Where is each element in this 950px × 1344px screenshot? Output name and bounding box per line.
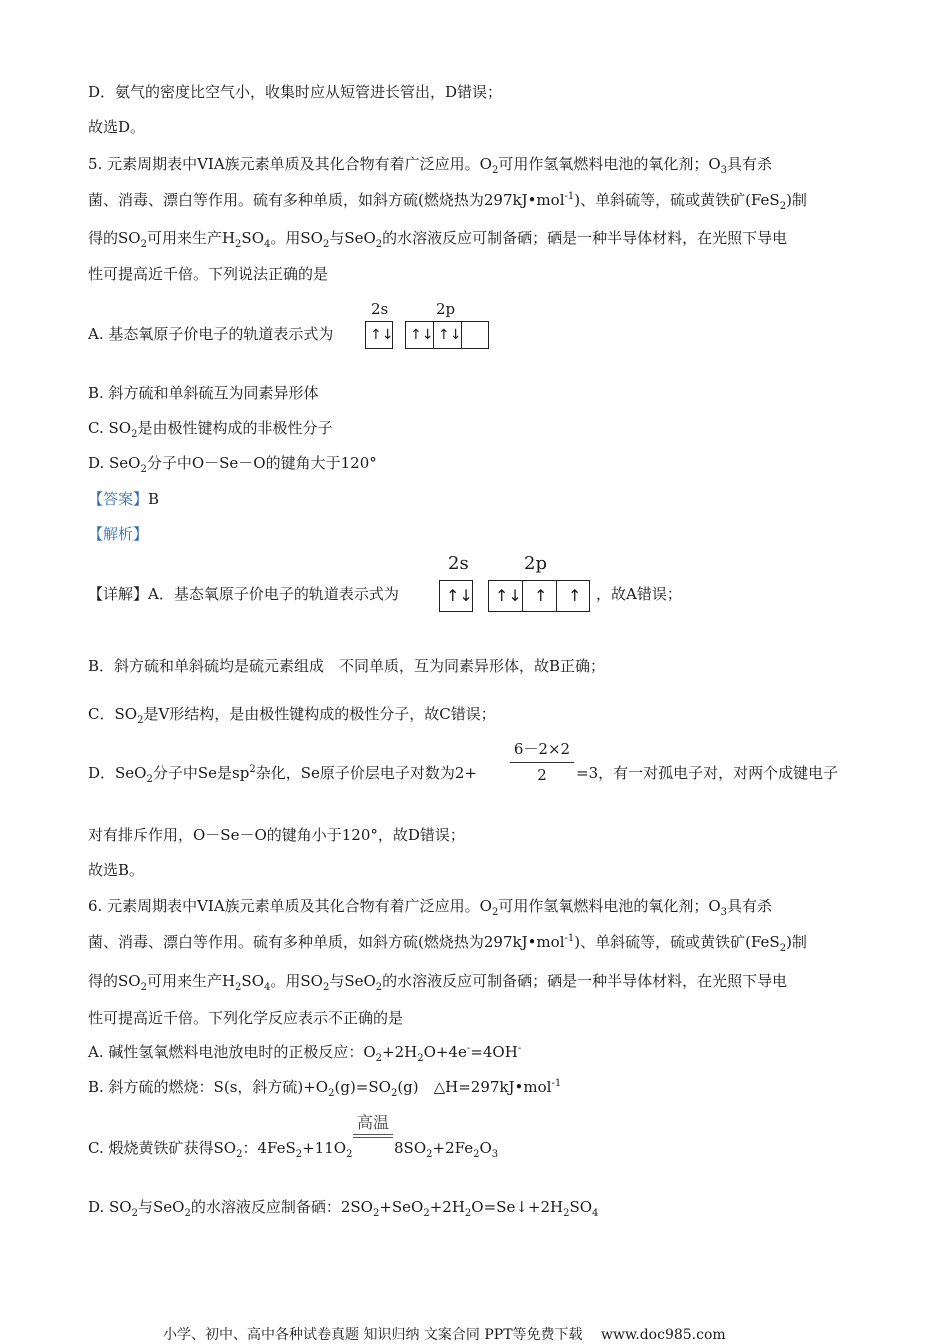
q5-option-a: A. 基态氧原子价电子的轨道表示式为 xyxy=(88,325,334,343)
orbital-box-2p xyxy=(405,321,489,349)
q6-stem-line4: 性可提高近千倍。下列化学反应表示不正确的是 xyxy=(88,1009,404,1027)
q6-stem-line2: 菌、消毒、漂白等作用。硫有多种单质，如斜方硫(燃烧热为297kJ•mol$^{-1}$)、单斜硫等，硫或黄铁矿(FeS$_2$)制 xyxy=(88,933,807,954)
q5-stem-line3: 得的$SO_2$可用来生产$H_2SO_4$。用$SO_2$与SeO$_2$的水溶液反应可制备硒；硒是一种半导体材料，在光照下导电 xyxy=(88,229,788,250)
arrow-up: ↑ xyxy=(534,586,548,605)
detail-d-cont: =3，有一对孤电子对，对两个成键电子 xyxy=(576,764,839,782)
detail-a-end: ，故A错误； xyxy=(596,585,682,603)
detail-orbital-diagram xyxy=(436,553,596,615)
orbital-box-2s xyxy=(439,580,473,612)
q5-stem-line1: 5. 元素周期表中VIA族元素单质及其化合物有着广泛应用。$O_2$可用作氢氧燃料电池的氧化剂；$O_3$具有杀 xyxy=(88,155,773,176)
arrow-pair: ↑↓ xyxy=(438,327,462,343)
q6-stem-line3: 得的$SO_2$可用来生产$H_2SO_4$。用$SO_2$与SeO$_2$的水溶液反应可制备硒；硒是一种半导体材料，在光照下导电 xyxy=(88,972,788,993)
q5-answer: 【答案】B xyxy=(88,490,160,508)
arrow-pair: ↑↓ xyxy=(410,327,434,343)
page-footer: 小学、初中、高中各种试卷真题 知识归纳 文案合同 PPT等免费下载 www.doc985.com xyxy=(163,1327,726,1343)
q5-option-d: D. SeO$_2$分子中O－Se－O的键角大于120° xyxy=(88,454,377,475)
arrow-pair: ↑↓ xyxy=(446,586,473,605)
orbital-label-2s: 2s xyxy=(371,300,389,318)
fraction xyxy=(510,738,574,784)
arrow-pair: ↑↓ xyxy=(495,586,522,605)
q6-stem-line1: 6. 元素周期表中VIA族元素单质及其化合物有着广泛应用。$O_2$可用作氢氧燃料电池的氧化剂；$O_3$具有杀 xyxy=(88,897,773,918)
q5-option-c: C. $SO_2$是由极性键构成的非极性分子 xyxy=(88,419,333,440)
orbital-box-2p xyxy=(488,580,590,612)
fraction-denominator: 2 xyxy=(537,766,547,784)
q6-option-d: D. $SO_2$与SeO$_2$的水溶液反应制备硒：$2SO_2+SeO_2+2H_2O=Se↓+2H_2SO_4$ xyxy=(88,1198,599,1219)
q6-option-c: C. 煅烧黄铁矿获得$SO_2$：$4FeS_2+11O_2$ xyxy=(88,1139,353,1160)
orbital-box-2s xyxy=(365,321,393,349)
detail-c: C．$SO_2$是V形结构，是由极性键构成的极性分子，故C错误； xyxy=(88,705,496,726)
q5-option-b: B. 斜方硫和单斜硫互为同素异形体 xyxy=(88,384,319,402)
condition-text: 高温 xyxy=(356,1113,389,1132)
arrow-pair: ↑↓ xyxy=(370,327,394,343)
detail-a: 【详解】A．基态氧原子价电子的轨道表示式为 xyxy=(88,585,399,603)
orbital-label-2p: 2p xyxy=(524,553,547,574)
q5-conclusion: 故选B。 xyxy=(88,861,145,879)
fraction-numerator: 6－2×2 xyxy=(513,740,571,758)
detail-d-line2: 对有排斥作用，O－Se－O的键角小于120°，故D错误； xyxy=(88,826,465,844)
q4-option-d: D．氨气的密度比空气小，收集时应从短管进长管出，D错误； xyxy=(88,83,503,101)
q6-option-c-products: $8SO_2+2Fe_2O_3$ xyxy=(394,1139,499,1160)
orbital-label-2s: 2s xyxy=(448,553,469,574)
q6-option-b: B. 斜方硫的燃烧：S(s，斜方硫)$+O_2(g)=SO_2(g)$ △H=297kJ•mol$^{-1}$ xyxy=(88,1078,562,1099)
q5-stem-line2: 菌、消毒、漂白等作用。硫有多种单质，如斜方硫(燃烧热为297kJ•mol$^{-1}$)、单斜硫等，硫或黄铁矿(FeS$_2$)制 xyxy=(88,191,807,212)
detail-d: D．SeO$_2$分子中Se是$sp^2$杂化，Se原子价层电子对数为2+ xyxy=(88,764,477,785)
orbital-label-2p: 2p xyxy=(436,300,456,318)
q5-orbital-diagram xyxy=(362,300,492,352)
detail-b: B．斜方硫和单斜硫均是硫元素组成 不同单质，互为同素异形体，故B正确； xyxy=(88,657,606,675)
q5-analysis-tag: 【解析】 xyxy=(88,525,149,543)
q5-stem-line4: 性可提高近千倍。下列说法正确的是 xyxy=(88,265,329,283)
q4-conclusion: 故选D。 xyxy=(88,118,146,136)
reaction-condition xyxy=(353,1110,393,1138)
arrow-up: ↑ xyxy=(568,586,582,605)
q6-option-a: A. 碱性氢氧燃料电池放电时的正极反应：$O_2+2H_2O+4e^-=4OH^-$ xyxy=(88,1043,522,1064)
